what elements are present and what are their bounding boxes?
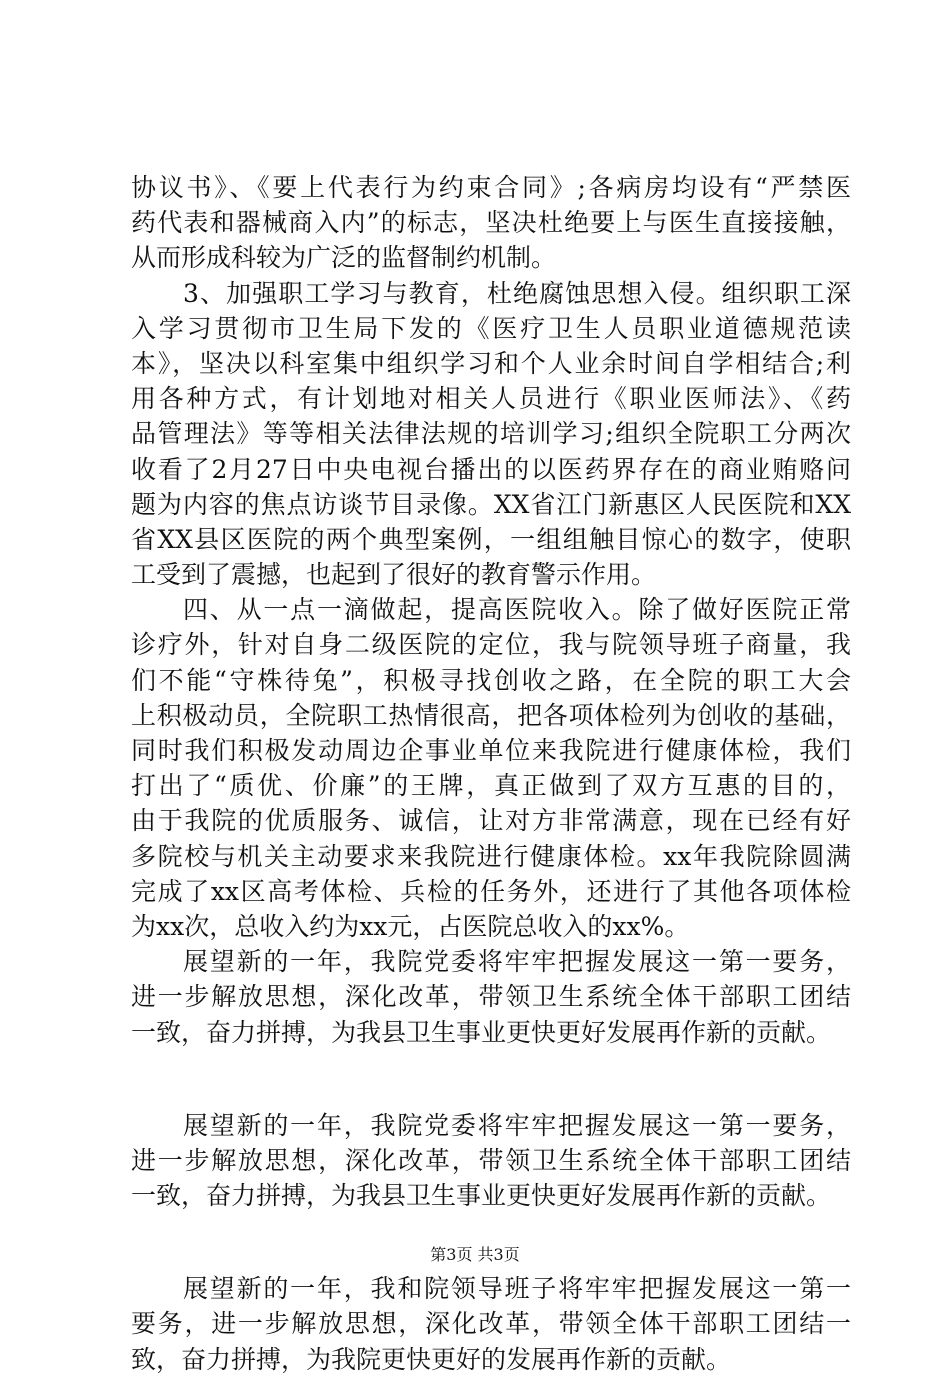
text-line: 药代表和器械商入内”的标志，坚决杜绝要上与医生直接接触， — [131, 208, 851, 238]
paragraph-3 — [131, 592, 851, 944]
page-number: 第3页 共3页 — [430, 1245, 520, 1264]
text-line: 完成了xx区高考体检、兵检的任务外，还进行了其他各项体检 — [131, 876, 851, 906]
text-line: 打出了“质优、价廉”的王牌，真正做到了双方互惠的目的， — [131, 771, 851, 801]
paragraph-2 — [131, 276, 851, 593]
text-line: 用各种方式，有计划地对相关人员进行《职业医师法》、《药 — [131, 384, 851, 414]
paragraph-6 — [131, 1271, 851, 1377]
text-line: 们不能“守株待兔”，积极寻找创收之路，在全院的职工大会 — [131, 665, 851, 695]
text-line: 品管理法》等等相关法律法规的培训学习;组织全院职工分两次 — [131, 419, 851, 449]
text-line: 省XX县区医院的两个典型案例，一组组触目惊心的数字，使职 — [131, 524, 851, 554]
text-line: 从而形成科较为广泛的监督制约机制。 — [131, 243, 557, 273]
text-line: 一致，奋力拼搏，为我县卫生事业更快更好发展再作新的贡献。 — [131, 1181, 832, 1211]
text-line: 本》，坚决以科室集中组织学习和个人业余时间自学相结合;利 — [131, 348, 851, 378]
text-line: 入学习贯彻市卫生局下发的《医疗卫生人员职业道德规范读 — [131, 313, 851, 343]
paragraph-5 — [131, 1108, 851, 1214]
document-body — [131, 170, 851, 1377]
text-line: 诊疗外，针对自身二级医院的定位，我与院领导班子商量，我 — [131, 630, 851, 660]
text-line: 进一步解放思想，深化改革，带领卫生系统全体干部职工团结 — [131, 1145, 851, 1175]
text-line: 同时我们积极发动周边企事业单位来我院进行健康体检，我们 — [131, 736, 851, 765]
text-line: 由于我院的优质服务、诚信，让对方非常满意，现在已经有好 — [131, 806, 851, 836]
paragraph-4 — [131, 944, 851, 1050]
text-line: 要务，进一步解放思想，深化改革，带领全体干部职工团结一 — [131, 1309, 851, 1339]
text-line: 四、从一点一滴做起，提高医院收入。除了做好医院正常 — [183, 595, 851, 625]
text-line: 展望新的一年，我院党委将牢牢把握发展这一第一要务， — [183, 947, 851, 977]
text-line: 工受到了震撼，也起到了很好的教育警示作用。 — [131, 560, 657, 590]
text-line: 题为内容的焦点访谈节目录像。XX省江门新惠区人民医院和XX — [131, 489, 851, 519]
text-line: 协议书》、《要上代表行为约束合同》;各病房均设有“严禁医 — [131, 173, 851, 202]
paragraph-spacer — [131, 1050, 851, 1108]
text-line: 收看了2月27日中央电视台播出的以医药界存在的商业贿赂问 — [131, 454, 851, 484]
text-line: 一致，奋力拼搏，为我县卫生事业更快更好发展再作新的贡献。 — [131, 1017, 832, 1047]
paragraph-1 — [131, 170, 851, 276]
text-line: 多院校与机关主动要求来我院进行健康体检。xx年我院除圆满 — [131, 841, 851, 871]
text-line: 展望新的一年，我和院领导班子将牢牢把握发展这一第一 — [183, 1274, 851, 1304]
text-line: 展望新的一年，我院党委将牢牢把握发展这一第一要务， — [183, 1110, 851, 1140]
text-line: 3、加强职工学习与教育，杜绝腐蚀思想入侵。组织职工深 — [183, 278, 851, 308]
text-line: 上积极动员，全院职工热情很高，把各项体检列为创收的基础， — [131, 700, 851, 730]
text-line: 为xx次，总收入约为xx元，占医院总收入的xx%。 — [131, 911, 690, 941]
text-line: 致，奋力拼搏，为我院更快更好的发展再作新的贡献。 — [131, 1344, 732, 1374]
text-line: 进一步解放思想，深化改革，带领卫生系统全体干部职工团结 — [131, 982, 851, 1012]
